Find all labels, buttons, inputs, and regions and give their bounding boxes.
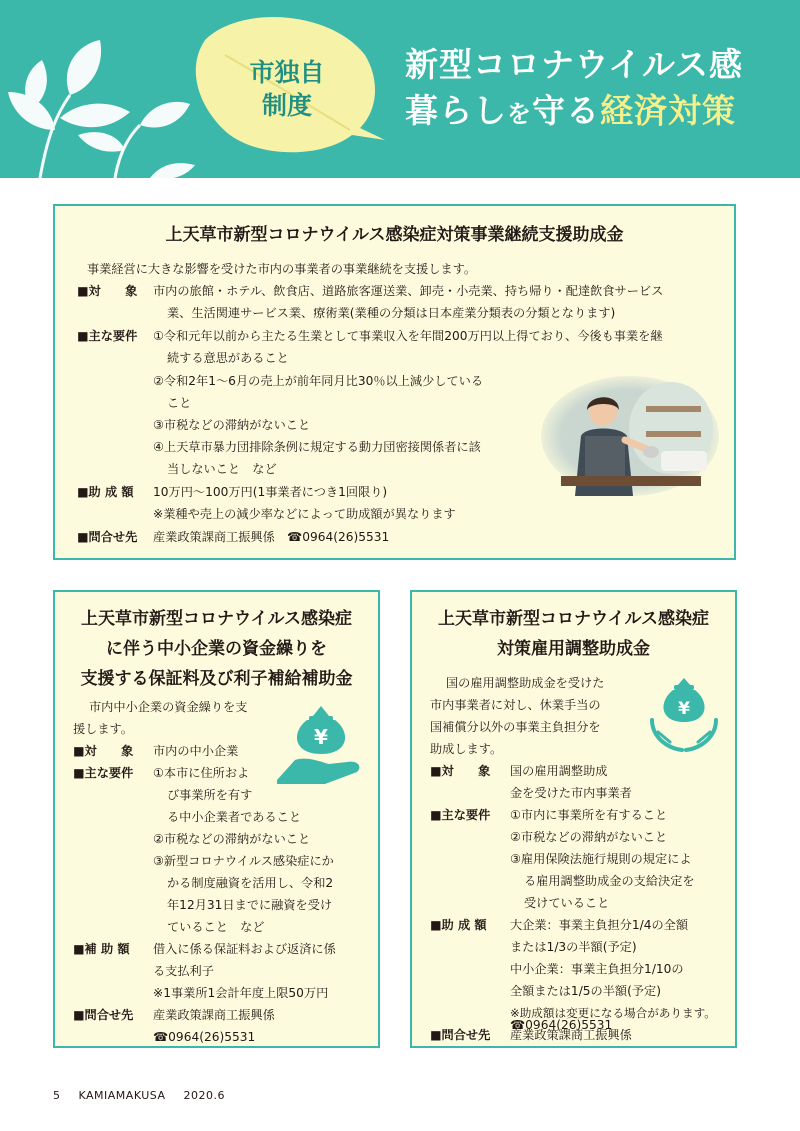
page-title xyxy=(405,42,743,137)
issue-date: 2020.6 xyxy=(183,1089,226,1102)
box2-target: 市内の中小企業 xyxy=(153,744,239,758)
title-line2-b: を xyxy=(507,100,532,128)
box2-intro-2: 援します。 xyxy=(73,722,133,736)
box2-req-1a: ①本市に住所およ xyxy=(153,766,250,780)
box2-title xyxy=(55,604,378,694)
box3-contact-label: ■問合せ先 xyxy=(430,1028,491,1042)
employment-adjustment-subsidy-box xyxy=(410,590,737,1048)
title-line2-d: 経済対策 xyxy=(600,91,736,130)
box2-contact-2: ☎0964(26)5531 xyxy=(153,1030,256,1044)
box3-contact-1: 産業政策課商工振興係 xyxy=(510,1028,632,1042)
box1-req-2b: こと xyxy=(167,396,192,410)
box1-req-label: ■主な要件 xyxy=(77,329,138,343)
box3-title-2: 対策雇用調整助成金 xyxy=(497,639,650,659)
box2-req-label: ■主な要件 xyxy=(73,766,134,780)
box2-req-3a: ③新型コロナウイルス感染症にか xyxy=(153,854,334,868)
box3-amount-2: または1/3の半額(予定) xyxy=(510,940,637,954)
box2-intro-1: 市内中小企業の資金繰りを支 xyxy=(89,700,248,714)
badge-label xyxy=(227,56,347,122)
box1-req-1b: 続する意思があること xyxy=(167,351,289,365)
box1-amount-2: ※業種や売上の減少率などによって助成額が異なります xyxy=(153,507,456,521)
box2-amount-3: ※1事業所1会計年度上限50万円 xyxy=(153,986,329,1000)
box3-req-3a: ③雇用保険法施行規則の規定によ xyxy=(510,852,692,866)
badge-line2: 制度 xyxy=(261,91,312,120)
box1-target-label: ■対 象 xyxy=(77,284,138,298)
box2-req-3b: かる制度融資を活用し、令和2 xyxy=(167,876,334,890)
title-line2 xyxy=(405,88,743,137)
svg-text:¥: ¥ xyxy=(678,699,690,719)
box2-contact-label: ■問合せ先 xyxy=(73,1008,134,1022)
box1-req-4b: 当しないこと など xyxy=(167,462,277,476)
box1-contact: 産業政策課商工振興係 ☎0964(26)5531 xyxy=(153,530,390,544)
box2-contact-1: 産業政策課商工振興係 xyxy=(153,1008,275,1022)
box1-amount-1: 10万円～100万円(1事業者につき1回限り) xyxy=(153,485,388,499)
box2-req-1b: び事業所を有す xyxy=(167,788,253,802)
box3-intro-1: 国の雇用調整助成金を受けた xyxy=(446,676,605,690)
box3-amount-label: ■助 成 額 xyxy=(430,918,487,932)
box1-target-1: 市内の旅館・ホテル、飲食店、道路旅客運送業、卸売・小売業、持ち帰り・配達飲食サービス xyxy=(153,284,664,298)
box2-amount-label: ■補 助 額 xyxy=(73,942,130,956)
box3-intro-4: 助成します。 xyxy=(430,742,503,756)
box3-intro-3: 国補償分以外の事業主負担分を xyxy=(430,720,601,734)
box2-title-3: 支援する保証料及び利子補給補助金 xyxy=(80,669,353,689)
box3-target-label: ■対 象 xyxy=(430,764,491,778)
hand-money-bag-icon xyxy=(277,702,365,784)
box2-req-1c: る中小企業者であること xyxy=(167,810,302,824)
box3-target-2: 金を受けた市内事業者 xyxy=(510,786,632,800)
box3-amount-3: 中小企業：事業主負担分1/10の xyxy=(510,962,684,976)
box2-req-3d: ていること など xyxy=(167,920,265,934)
box3-title-1: 上天草市新型コロナウイルス感染症 xyxy=(438,609,709,629)
box3-req-label: ■主な要件 xyxy=(430,808,491,822)
box1-intro: 事業経営に大きな影響を受けた市内の事業者の事業継続を支援します。 xyxy=(87,262,477,276)
hands-money-bag-icon xyxy=(648,676,720,756)
box3-amount-1: 大企業：事業主負担分1/4の全額 xyxy=(510,918,689,932)
box3-req-2: ②市税などの滞納がないこと xyxy=(510,830,668,844)
loan-guarantee-subsidy-box xyxy=(53,590,380,1048)
box2-title-1: 上天草市新型コロナウイルス感染症 xyxy=(81,609,352,629)
box1-title: 上天草市新型コロナウイルス感染症対策事業継続支援助成金 xyxy=(165,225,624,245)
page-number: 5 xyxy=(53,1089,61,1102)
box1-amount-label: ■助 成 額 xyxy=(77,485,134,499)
box3-title xyxy=(412,604,735,664)
box2-amount-1: 借入に係る保証料および返済に係 xyxy=(153,942,336,956)
shop-owner-photo xyxy=(541,376,719,496)
box3-amount-5: ※助成額は変更になる場合があります。 xyxy=(510,1006,716,1020)
box1-req-2a: ②令和2年1～6月の売上が前年同月比30％以上減少している xyxy=(153,374,484,388)
box1-req-3: ③市税などの滞納がないこと xyxy=(153,418,311,432)
header-band xyxy=(0,0,800,178)
box1-req-1a: ①令和元年以前から主たる生業として事業収入を年間200万円以上得ており、今後も事業を継 xyxy=(153,329,663,343)
box3-req-3c: 受けていること xyxy=(524,896,610,910)
box2-title-2: に伴う中小企業の資金繰りを xyxy=(106,639,327,659)
svg-text:¥: ¥ xyxy=(314,725,328,749)
box2-target-label: ■対 象 xyxy=(73,744,134,758)
page-footer xyxy=(53,1089,239,1102)
magazine-name: KAMIAMAKUSA xyxy=(78,1089,166,1102)
title-line2-a: 暮らし xyxy=(405,91,507,130)
box2-amount-2: る支払利子 xyxy=(153,964,214,978)
title-line2-c: 守る xyxy=(532,91,600,130)
box1-req-4a: ④上天草市暴力団排除条例に規定する動力団密接関係者に該 xyxy=(153,440,481,454)
box3-req-1: ①市内に事業所を有すること xyxy=(510,808,668,822)
box3-contact-2: ☎0964(26)5531 xyxy=(510,1018,613,1032)
box3-amount-4: 全額または1/5の半額(予定) xyxy=(510,984,661,998)
box2-req-2: ②市税などの滞納がないこと xyxy=(153,832,311,846)
title-line1: 新型コロナウイルス感 xyxy=(405,45,744,84)
white-leaves-icon xyxy=(8,40,195,178)
box1-contact-label: ■問合せ先 xyxy=(77,530,138,544)
box3-target-1: 国の雇用調整助成 xyxy=(510,764,608,778)
badge-line1: 市独自 xyxy=(249,58,325,87)
box1-target-2: 業、生活関連サービス業、療術業(業種の分類は日本産業分類表の分類となります) xyxy=(167,306,616,320)
box2-req-3c: 年12月31日までに融資を受け xyxy=(167,898,333,912)
box3-req-3b: る雇用調整助成金の支給決定を xyxy=(524,874,695,888)
box3-intro-2: 市内事業者に対し、休業手当の xyxy=(430,698,601,712)
